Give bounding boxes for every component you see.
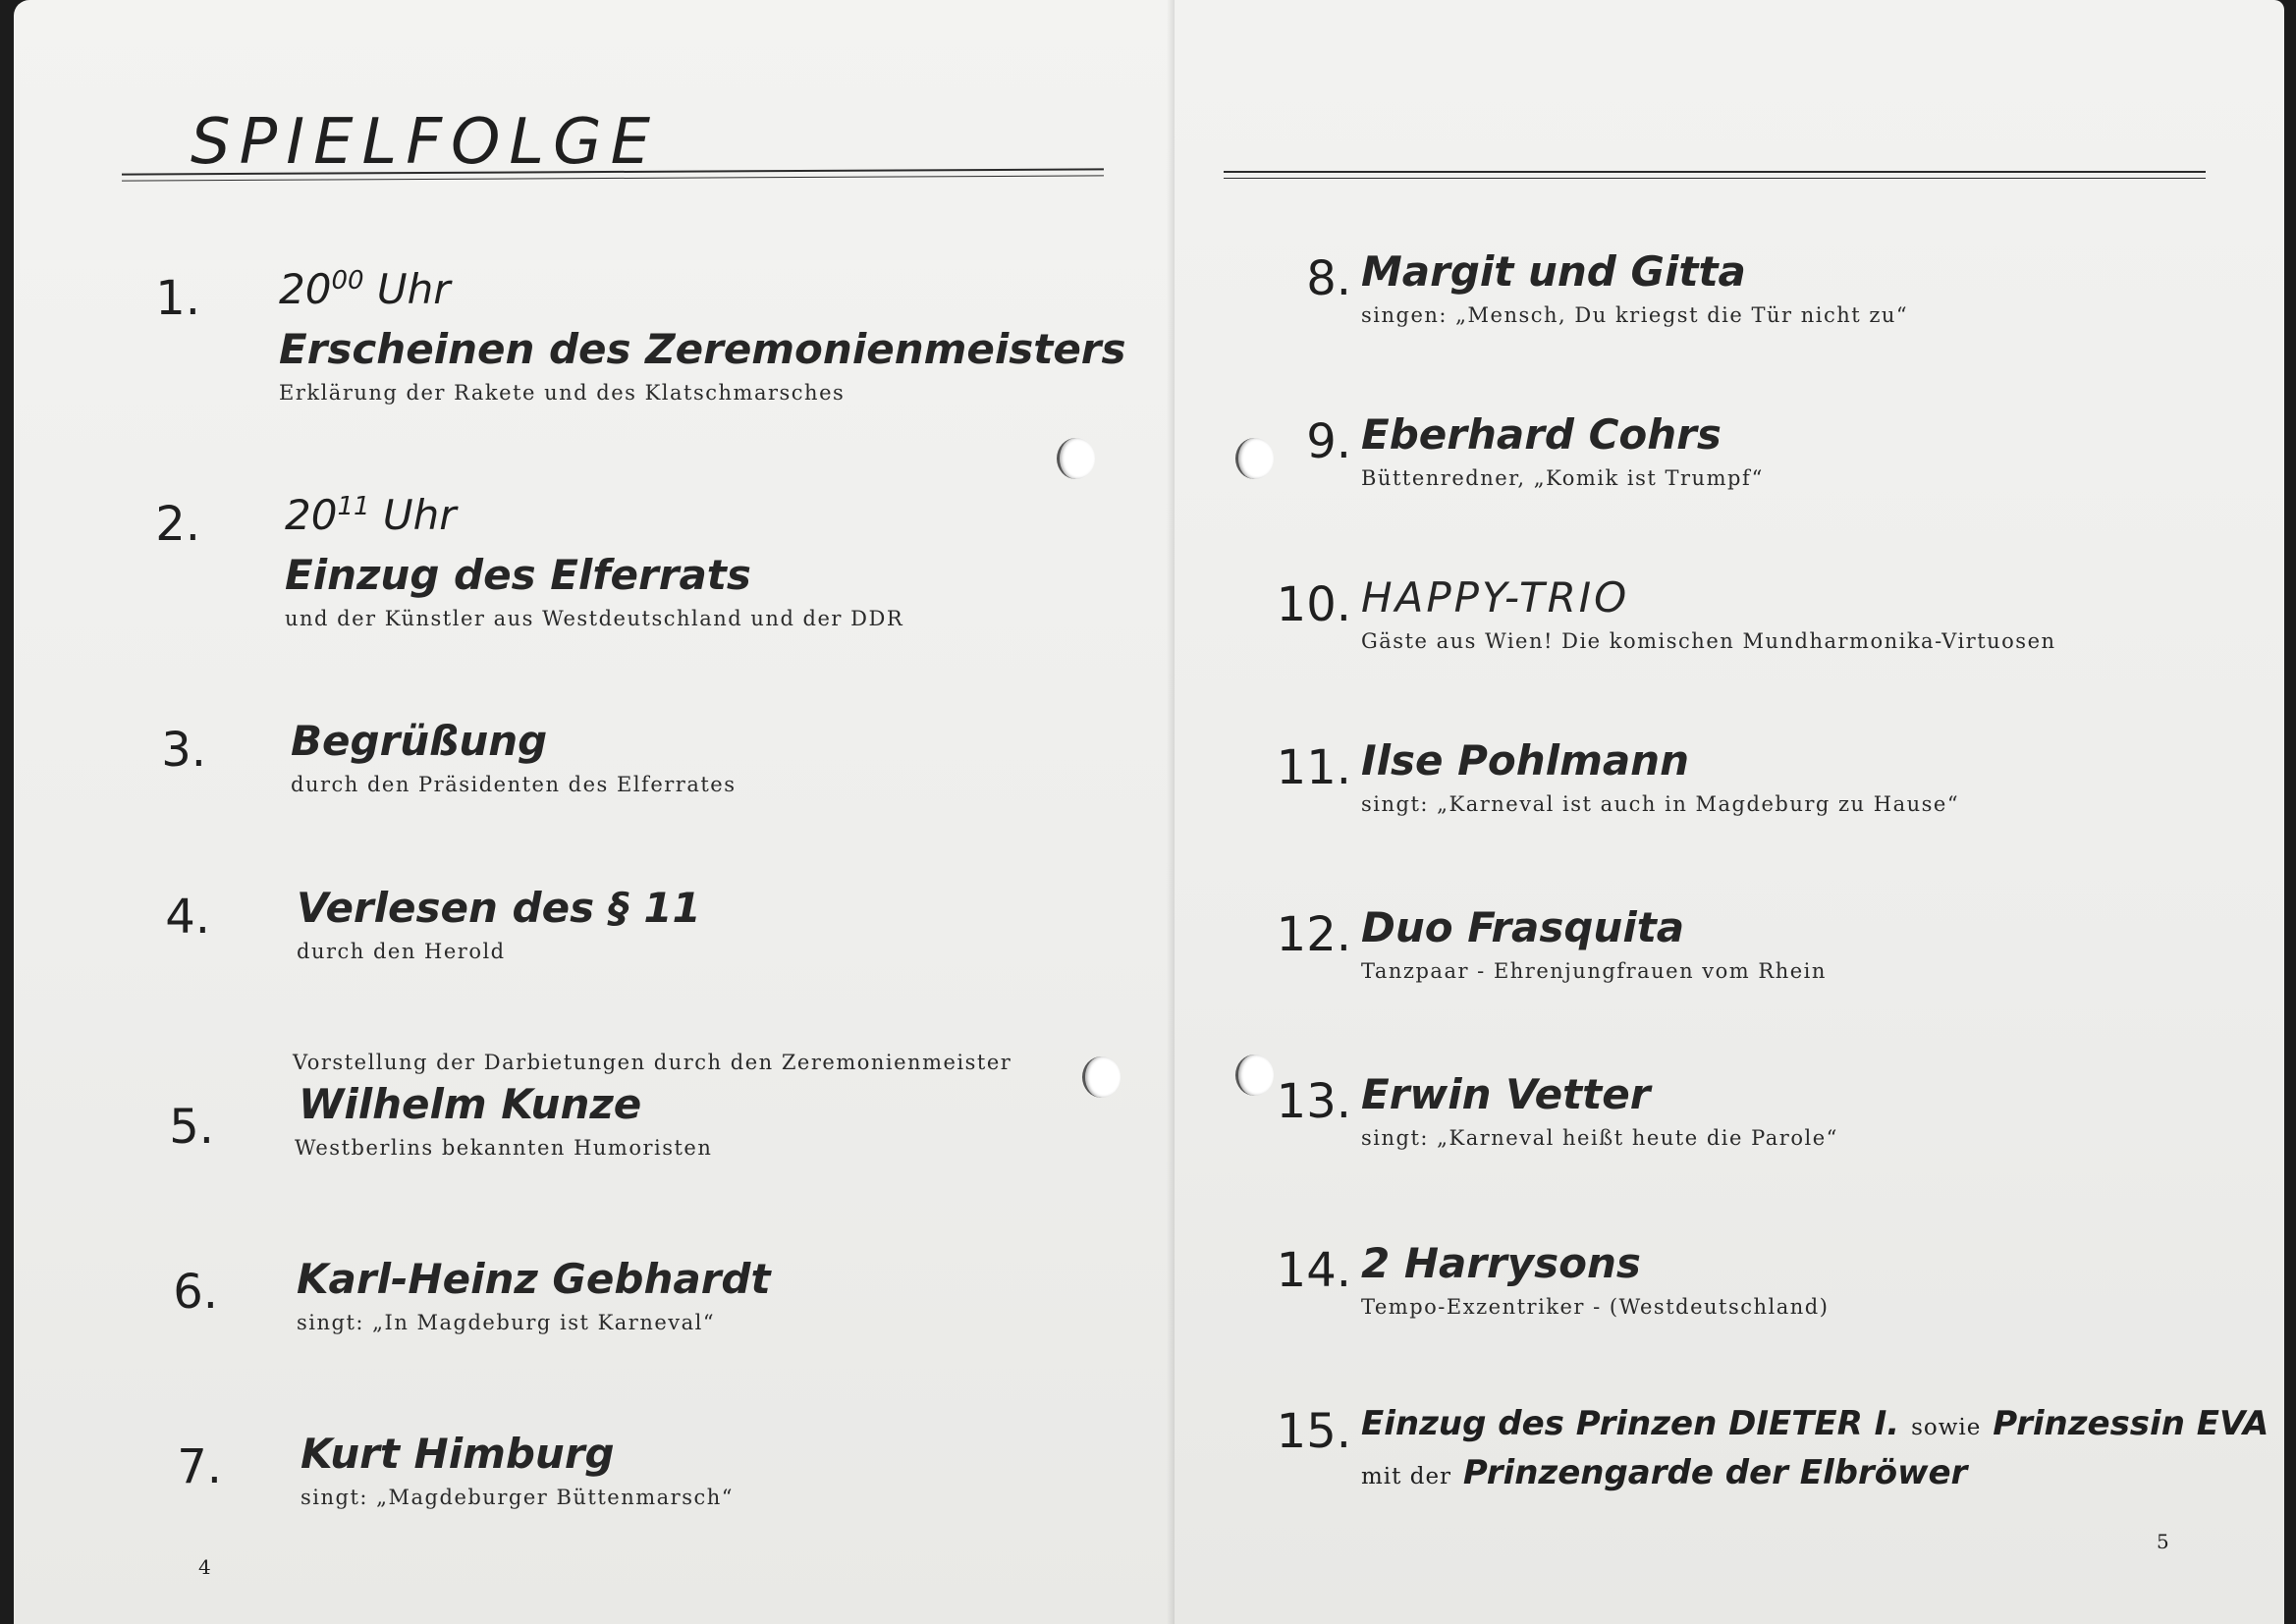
item-number: 4. <box>165 890 210 945</box>
item-heading: Eberhard Cohrs <box>1361 410 1722 459</box>
program-item-12 <box>1253 903 1827 983</box>
punch-hole <box>1235 438 1274 479</box>
item-heading: Erscheinen des Zeremonienmeisters <box>279 325 1126 373</box>
item-number: 5. <box>169 1100 214 1155</box>
item-number: 14. <box>1276 1243 1351 1298</box>
item-number: 9. <box>1306 414 1351 469</box>
item-subtitle: Tempo-Exzentriker - (Westdeutschland) <box>1361 1295 1830 1319</box>
item-heading: Einzug des Prinzen DIETER I. sowie Prinzessin EVA <box>1361 1404 2269 1443</box>
item-number: 8. <box>1306 251 1351 306</box>
item-number: 7. <box>177 1439 222 1494</box>
item-subtitle: singen: „Mensch, Du kriegst die Tür nicht zu“ <box>1361 303 1909 327</box>
title-rule <box>1224 171 2206 179</box>
item-subtitle: singt: „Karneval heißt heute die Parole“ <box>1361 1126 1838 1150</box>
item-heading: Begrüßung <box>291 717 548 765</box>
item-number: 1. <box>155 271 200 326</box>
item-heading: Ilse Pohlmann <box>1361 736 1689 785</box>
item-subtitle: Tanzpaar - Ehrenjungfrauen vom Rhein <box>1361 959 1827 983</box>
item-subtitle: und der Künstler aus Westdeutschland und der DDR <box>285 607 904 630</box>
item-subtitle: Büttenredner, „Komik ist Trumpf“ <box>1361 466 1764 490</box>
item-heading: Kurt Himburg <box>301 1430 615 1478</box>
program-item-5 <box>136 1051 1011 1160</box>
program-item-10 <box>1253 573 2056 653</box>
item-subtitle: Erklärung der Rakete und des Klatschmarsches <box>279 381 846 405</box>
program-item-3 <box>128 717 737 796</box>
item-heading: HAPPY-TRIO <box>1361 573 1630 622</box>
item-number: 10. <box>1276 577 1351 632</box>
item-heading-line2: mit der Prinzengarde der Elbröwer <box>1361 1453 1968 1492</box>
item-heading: Margit und Gitta <box>1361 247 1746 296</box>
program-item-2 <box>122 491 903 630</box>
program-item-11 <box>1253 736 1959 816</box>
item-number: 6. <box>173 1265 218 1320</box>
item-subtitle: singt: „In Magdeburg ist Karneval“ <box>297 1311 716 1334</box>
program-item-6 <box>139 1255 771 1334</box>
item-heading: Karl-Heinz Gebhardt <box>297 1255 771 1303</box>
item-heading: Wilhelm Kunze <box>299 1080 642 1128</box>
page-title: SPIELFOLGE <box>191 106 660 179</box>
item-preface: Vorstellung der Darbietungen durch den Zeremonienmeister <box>293 1051 1012 1074</box>
program-item-13 <box>1253 1070 1838 1150</box>
item-number: 3. <box>161 723 206 778</box>
program-item-15 <box>1253 1404 2269 1492</box>
program-item-9 <box>1253 410 1764 490</box>
page-number-left: 4 <box>198 1555 211 1579</box>
item-time: $20^{11}$ Uhr <box>285 491 457 539</box>
item-heading: Erwin Vetter <box>1361 1070 1651 1118</box>
program-item-8 <box>1253 247 1908 327</box>
left-page <box>14 0 1175 1624</box>
item-number: 12. <box>1276 907 1351 962</box>
item-heading: Verlesen des § 11 <box>297 884 701 932</box>
punch-hole <box>1235 1055 1274 1096</box>
item-number: 15. <box>1276 1404 1351 1459</box>
item-subtitle: durch den Herold <box>297 940 506 963</box>
page-number-right: 5 <box>2157 1530 2169 1553</box>
item-subtitle: Westberlins bekannten Humoristen <box>295 1136 713 1160</box>
program-item-1 <box>122 265 1126 405</box>
punch-hole <box>1057 438 1095 479</box>
item-number: 11. <box>1276 740 1351 795</box>
item-subtitle: Gäste aus Wien! Die komischen Mundharmonika-Virtuosen <box>1361 629 2056 653</box>
item-heading: Duo Frasquita <box>1361 903 1685 951</box>
item-time: $20^{00}$ Uhr <box>279 265 451 313</box>
program-item-14 <box>1253 1239 1829 1319</box>
item-number: 13. <box>1276 1074 1351 1129</box>
item-subtitle: durch den Präsidenten des Elferrates <box>291 773 737 796</box>
program-item-7 <box>143 1430 734 1509</box>
item-heading: Einzug des Elferrats <box>285 551 751 599</box>
item-heading: 2 Harrysons <box>1361 1239 1641 1287</box>
punch-hole <box>1082 1056 1121 1098</box>
item-number: 2. <box>155 497 200 552</box>
item-subtitle: singt: „Magdeburger Büttenmarsch“ <box>301 1486 735 1509</box>
right-page <box>1175 0 2284 1624</box>
item-subtitle: singt: „Karneval ist auch in Magdeburg zu Hause“ <box>1361 792 1960 816</box>
program-item-4 <box>132 884 701 963</box>
